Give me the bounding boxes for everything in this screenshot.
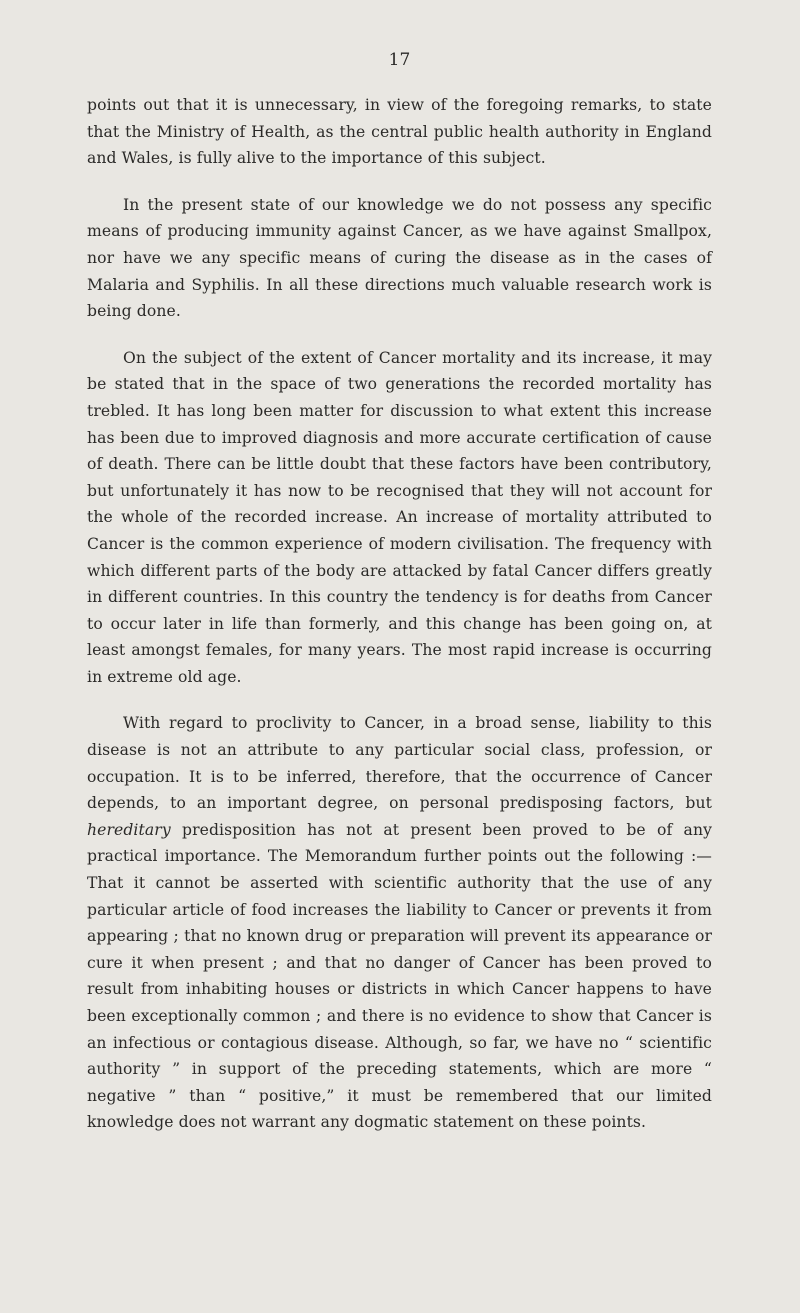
page-number: 17 [388, 50, 411, 70]
paragraph-proclivity-text-before: With regard to proclivity to Cancer, in a broad sense, liability to this disease is not an attribute to any particular social class, profession, or occupation. It is to be inferred, therefore, that the occurrence of Cancer depends, to an important degree, on personal predisposing factors, but [87, 714, 712, 813]
paragraph-immunity: In the present state of our knowledge we do not possess any specific means of producing immunity against Cancer, as we have against Smallpox, nor have we any specific means of curing the disease as in the cases of Malaria and Syphilis. In all these directions much valuable research work is being done. [87, 195, 712, 321]
italic-word-hereditary: hereditary [87, 820, 171, 839]
paragraph-mortality: On the subject of the extent of Cancer mortality and its increase, it may be stated that in the space of two generations the recorded mortality has trebled. It has long been matter for discussion to what extent this increase has been due to improved diagnosis and more accurate certification of cause of death. There can be little doubt that these factors have been contributory, but unfortunately it has now to be recognised that they will not account for the whole of the recorded increase. An increase of mortality attributed to Cancer is the common experience of modern civilisation. The frequency with which different parts of the body are attacked by fatal Cancer differs greatly in different countries. In this country the tendency is for deaths from Cancer to occur later in life than formerly, and this change has been going on, at least amongst females, for many years. The most rapid increase is occurring in extreme old age. [87, 348, 712, 686]
paragraph-proclivity-text-after: predisposition has not at present been proved to be of any practical importance. The Memorandum further points out the following :—That it cannot be asserted with scientific authority that the use of any particular article of food increases the liability to Cancer or prevents it from appearing ; that no known drug or preparation will prevent its appearance or cure it when present ; and that no danger of Cancer has been proved to result from inhabiting houses or districts in which Cancer happens to have been exceptionally common ; and there is no evidence to show that Cancer is an infectious or contagious disease. Although, so far, we have no “ scientific authority ” in support of the preceding statements, which are more “ negative ” than “ positive,” it must be remembered that our limited knowledge does not warrant any dogmatic statement on these points. [87, 820, 712, 1132]
paragraph-proclivity [87, 710, 712, 1136]
paragraph-continuation: points out that it is unnecessary, in view of the foregoing remarks, to state that the Ministry of Health, as the central public health authority in England and Wales, is fully alive to the importance of this subject. [87, 96, 712, 168]
